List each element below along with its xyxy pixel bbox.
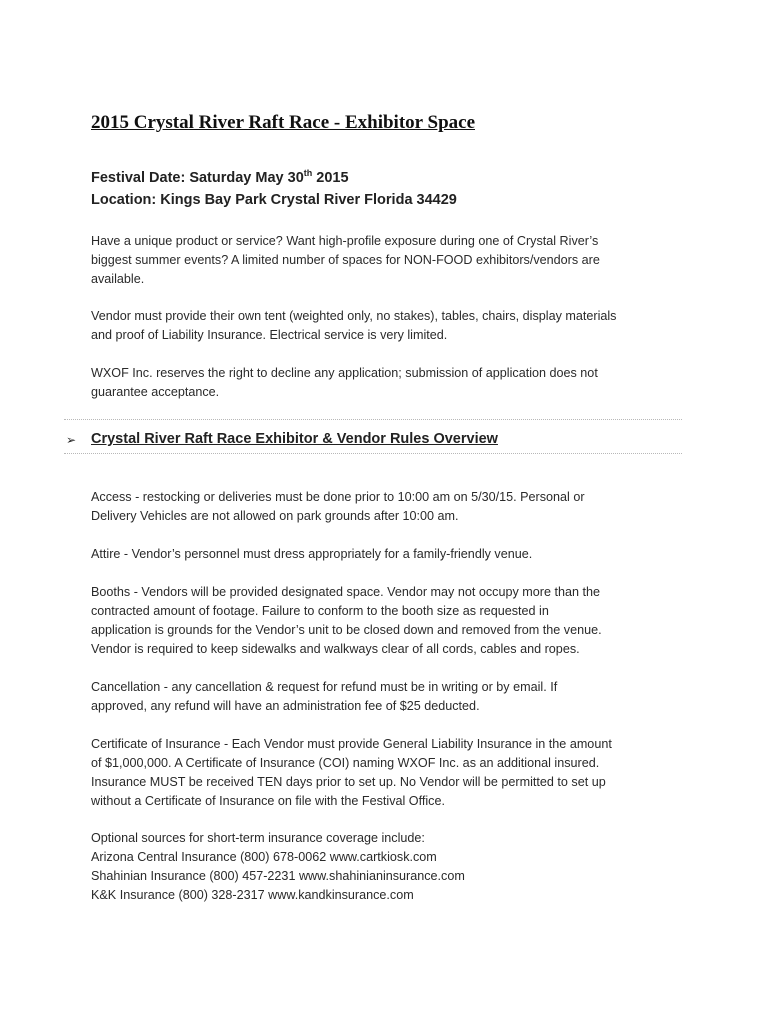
access-paragraph — [91, 488, 691, 526]
festival-date — [91, 170, 349, 186]
access-line: Delivery Vehicles are not allowed on park grounds after 10:00 am. — [91, 509, 459, 523]
festival-location: Location: Kings Bay Park Crystal River Florida 34429 — [91, 192, 457, 208]
certificate-line: of $1,000,000. A Certificate of Insurance (COI) naming WXOF Inc. as an additional insured. — [91, 756, 600, 770]
intro-line: Have a unique product or service? Want high-profile exposure during one of Crystal River’s — [91, 234, 599, 248]
vendor-requirements-paragraph — [91, 307, 691, 345]
cancellation-paragraph — [91, 678, 691, 716]
insurance-sources-paragraph — [91, 829, 691, 905]
vendor-requirements-line: and proof of Liability Insurance. Electrical service is very limited. — [91, 328, 448, 342]
intro-line: available. — [91, 272, 145, 286]
cancellation-line: Cancellation - any cancellation & request for refund must be in writing or by email. If — [91, 680, 558, 694]
certificate-line: without a Certificate of Insurance on file with the Festival Office. — [91, 794, 445, 808]
page-title: 2015 Crystal River Raft Race - Exhibitor Space — [91, 112, 475, 133]
certificate-line: Certificate of Insurance - Each Vendor must provide General Liability Insurance in the amount — [91, 737, 612, 751]
festival-date-prefix: Festival Date: Saturday May 30 — [91, 170, 304, 186]
insurance-source-item: K&K Insurance (800) 328-2317 www.kandkinsurance.com — [91, 888, 414, 902]
insurance-source-item: Shahinian Insurance (800) 457-2231 www.shahinianinsurance.com — [91, 869, 465, 883]
certificate-paragraph — [91, 735, 691, 811]
booths-line: Vendor is required to keep sidewalks and walkways clear of all cords, cables and ropes. — [91, 642, 580, 656]
booths-line: application is grounds for the Vendor’s unit to be closed down and removed from the venue. — [91, 623, 602, 637]
rules-section-heading: Crystal River Raft Race Exhibitor & Vendor Rules Overview — [91, 431, 498, 447]
booths-line: contracted amount of footage. Failure to conform to the booth size as requested in — [91, 604, 549, 618]
insurance-source-item: Arizona Central Insurance (800) 678-0062 www.cartkiosk.com — [91, 850, 437, 864]
festival-date-suffix: 2015 — [312, 170, 349, 186]
attire-line: Attire - Vendor’s personnel must dress appropriately for a family-friendly venue. — [91, 547, 533, 561]
access-line: Access - restocking or deliveries must be done prior to 10:00 am on 5/30/15. Personal or — [91, 490, 585, 504]
insurance-sources-intro: Optional sources for short-term insurance coverage include: — [91, 831, 425, 845]
reserve-line: WXOF Inc. reserves the right to decline any application; submission of application does not — [91, 366, 598, 380]
booths-paragraph — [91, 583, 691, 659]
booths-line: Booths - Vendors will be provided designated space. Vendor may not occupy more than the — [91, 585, 600, 599]
intro-paragraph — [91, 232, 691, 289]
intro-line: biggest summer events? A limited number of spaces for NON-FOOD exhibitors/vendors are — [91, 253, 600, 267]
attire-paragraph — [91, 545, 691, 564]
bullet-arrow-icon: ➢ — [66, 433, 77, 447]
cancellation-line: approved, any refund will have an administration fee of $25 deducted. — [91, 699, 480, 713]
section-divider-top — [64, 419, 682, 420]
reserve-paragraph — [91, 364, 691, 402]
section-divider-bottom — [64, 453, 682, 454]
certificate-line: Insurance MUST be received TEN days prior to set up. No Vendor will be permitted to set up — [91, 775, 606, 789]
reserve-line: guarantee acceptance. — [91, 385, 220, 399]
festival-date-ordinal: th — [303, 168, 313, 178]
vendor-requirements-line: Vendor must provide their own tent (weighted only, no stakes), tables, chairs, display materials — [91, 309, 617, 323]
